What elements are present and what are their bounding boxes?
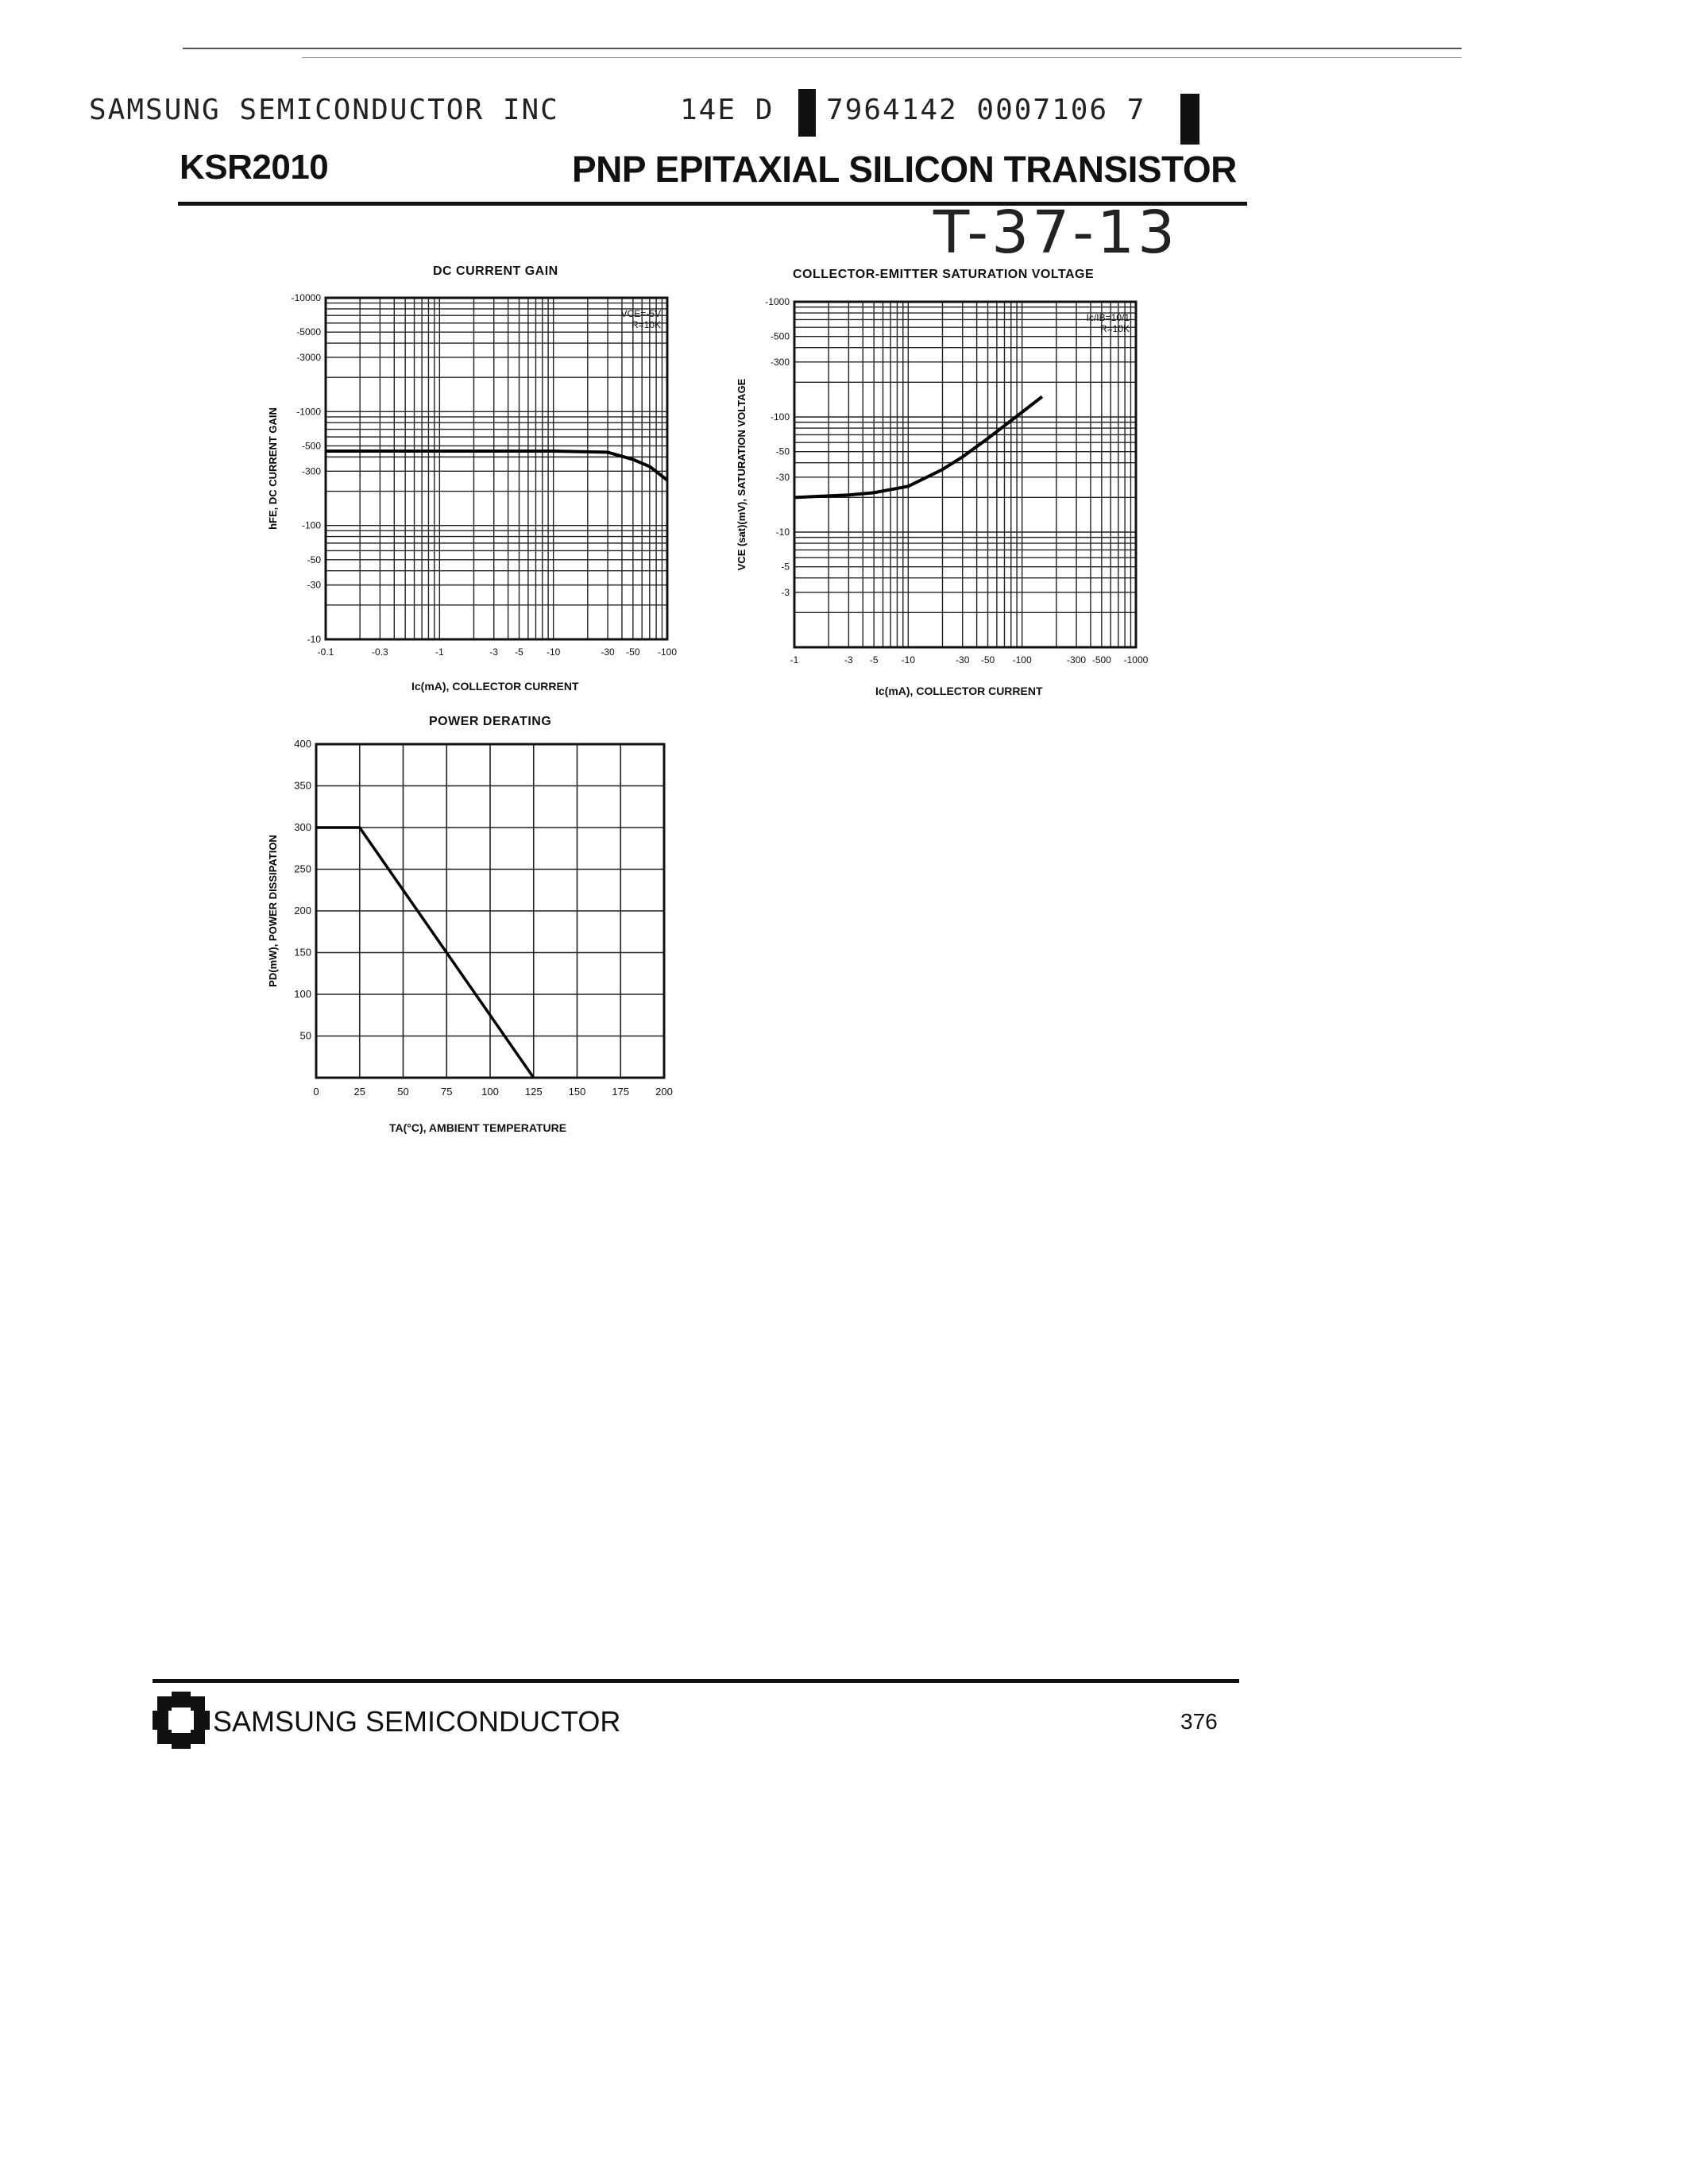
code-typed-header: 14E D	[680, 94, 774, 126]
chart1-ylabel: hFE, DC CURRENT GAIN	[267, 407, 279, 530]
chart1-y-tick: -10000	[291, 292, 321, 303]
chart2-title: COLLECTOR-EMITTER SATURATION VOLTAGE	[793, 268, 1095, 281]
chart1-y-tick: -30	[307, 579, 321, 591]
part-number: KSR2010	[180, 148, 329, 187]
chart3-x-tick: 175	[612, 1086, 630, 1098]
chart1-x-tick: -50	[626, 646, 640, 658]
chart1-y-tick: -3000	[296, 351, 321, 363]
chart1-y-tick: -5000	[296, 326, 321, 338]
chart2-y-tick: -500	[770, 330, 790, 342]
part-title: PNP EPITAXIAL SILICON TRANSISTOR	[572, 149, 1237, 190]
chart3-y-tick: 150	[294, 946, 311, 959]
footer-rule	[153, 1679, 1239, 1683]
chart2-x-tick: -50	[980, 654, 995, 666]
chart3-title: POWER DERATING	[429, 715, 552, 728]
barcode-mark-left	[798, 89, 816, 137]
chart1-y-tick: -10	[307, 634, 321, 645]
company-typed-header: SAMSUNG SEMICONDUCTOR INC	[89, 94, 559, 126]
chart1-title: DC CURRENT GAIN	[433, 264, 558, 278]
chart2-ylabel: VCE (sat)(mV), SATURATION VOLTAGE	[736, 378, 747, 571]
chart1-annotation: VCE=-5V	[620, 308, 661, 319]
chart1-y-tick: -100	[301, 519, 321, 531]
batch-typed-header: 7964142 0007106 7	[826, 94, 1146, 126]
chart2-y-tick: -100	[770, 411, 790, 423]
chart3-xlabel: TA(°C), AMBIENT TEMPERATURE	[389, 1121, 567, 1134]
chart1-y-tick: -500	[301, 440, 321, 452]
chart3-x-tick: 150	[568, 1086, 586, 1098]
chart2-x-tick: -10	[901, 654, 916, 666]
chart1-y-tick: -1000	[296, 406, 321, 418]
chart3-x-tick: 25	[353, 1086, 365, 1098]
chart3-y-tick: 200	[294, 905, 311, 916]
chart3-x-tick: 200	[655, 1086, 673, 1098]
chart2-y-tick: -50	[775, 446, 790, 457]
chart2-x-tick: -3	[844, 654, 853, 666]
scan-rule-top	[183, 48, 1462, 49]
chart3-y-tick: 50	[299, 1029, 311, 1042]
saturation-voltage-chart	[735, 290, 1164, 671]
chart3-x-tick: 125	[524, 1086, 543, 1098]
chart3-x-tick: 50	[397, 1086, 409, 1098]
chart2-y-tick: -3	[781, 586, 790, 598]
chart2-x-tick: -1	[790, 654, 799, 666]
chart1-y-tick: -300	[301, 465, 321, 477]
chart2-y-tick: -300	[770, 356, 790, 368]
chart3-x-tick: 0	[313, 1086, 319, 1098]
chart1-x-tick: -0.1	[317, 646, 334, 658]
chart3-y-tick: 400	[294, 738, 311, 750]
chart2-annotation: Ic/IB=10/1	[1086, 312, 1130, 323]
chart3-x-tick: 100	[481, 1086, 499, 1098]
chart2-y-tick: -30	[775, 471, 790, 483]
chart3-ylabel: PD(mW), POWER DISSIPATION	[267, 835, 279, 987]
chart2-x-tick: -1000	[1123, 654, 1149, 666]
chart1-x-tick: -3	[489, 646, 499, 658]
chart1-xlabel: Ic(mA), COLLECTOR CURRENT	[411, 680, 579, 693]
chart2-x-tick: -30	[956, 654, 970, 666]
chart2-y-tick: -10	[775, 527, 790, 538]
power-derating-chart	[262, 735, 675, 1108]
dc-current-gain-chart	[262, 286, 691, 667]
chart2-x-tick: -500	[1091, 654, 1111, 666]
footer-brand: SAMSUNG SEMICONDUCTOR	[213, 1705, 621, 1738]
scan-rule-top-faint	[302, 57, 1462, 58]
handwritten-note: T-37-13	[933, 199, 1179, 267]
chart2-y-tick: -5	[781, 561, 790, 573]
chart2-x-tick: -100	[1012, 654, 1032, 666]
chart1-x-tick: -0.3	[372, 646, 388, 658]
chart1-y-tick: -50	[307, 554, 321, 565]
chart1-x-tick: -1	[435, 646, 444, 658]
chart1-annotation: R=10K	[631, 319, 661, 330]
chart1-x-tick: -5	[515, 646, 523, 658]
chart1-x-tick: -100	[657, 646, 678, 658]
chart2-frame	[794, 302, 1136, 647]
chart3-y-tick: 350	[294, 779, 311, 792]
chart3-y-tick: 300	[294, 821, 311, 833]
chart3-y-tick: 100	[294, 988, 311, 1000]
chart2-xlabel: Ic(mA), COLLECTOR CURRENT	[875, 685, 1043, 697]
chart2-x-tick: -300	[1067, 654, 1087, 666]
page-number: 376	[1180, 1709, 1218, 1734]
chart1-x-tick: -30	[601, 646, 615, 658]
samsung-logo-icon	[153, 1692, 210, 1749]
chart1-frame	[326, 298, 667, 639]
chart1-series-line	[326, 451, 667, 480]
chart2-x-tick: -5	[869, 654, 879, 666]
chart1-x-tick: -10	[546, 646, 561, 658]
chart2-y-tick: -1000	[765, 296, 790, 307]
barcode-mark-right	[1180, 94, 1199, 145]
chart3-x-tick: 75	[441, 1086, 453, 1098]
chart2-annotation: R=10K	[1099, 323, 1130, 334]
chart3-y-tick: 250	[294, 862, 311, 875]
